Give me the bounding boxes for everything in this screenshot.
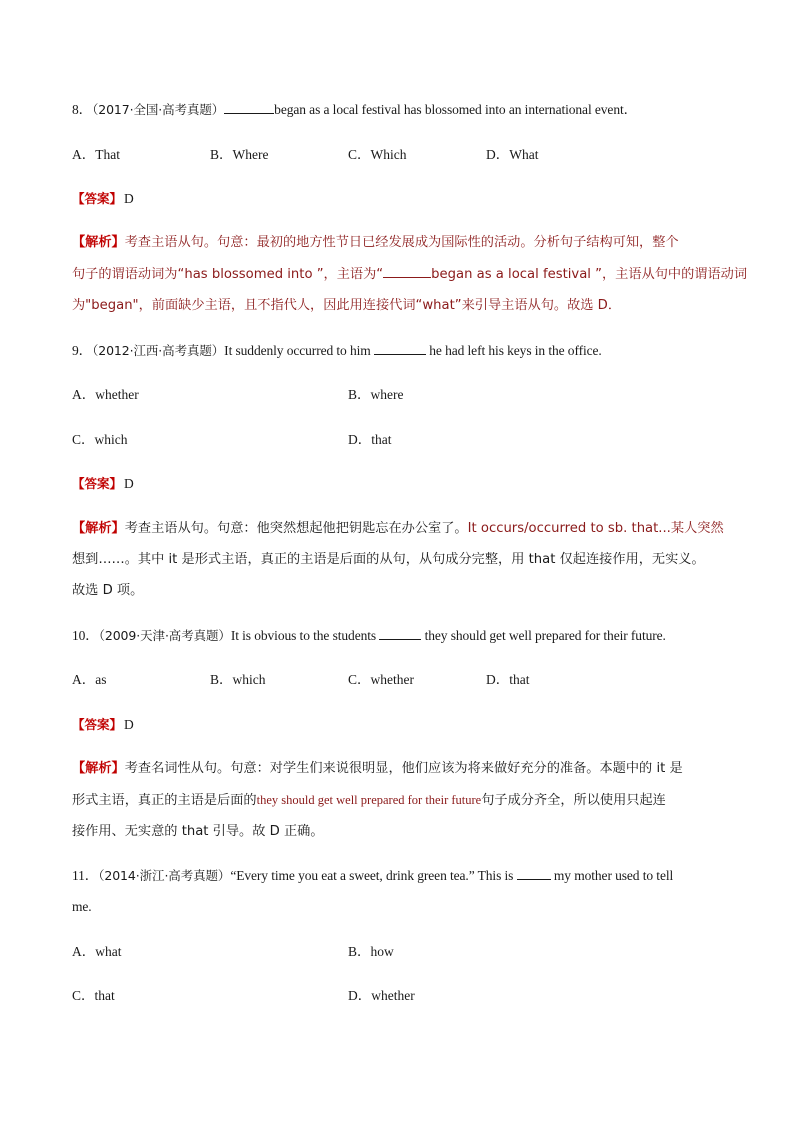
question-text: he had left his keys in the office. [429,343,602,358]
explanation-9-line-3 [72,581,728,601]
question-source: （2009·天津·高考真题） [98,628,231,643]
explanation-text: they should get well prepared for their future [256,793,482,807]
answer-blank [379,626,421,640]
explanation-text: It occurs/occurred to sb. that...某人突然 [467,521,724,536]
question-8 [72,100,728,120]
answer-label: 【答案】 [72,476,123,491]
explanation-text: 想到……。其中 it 是形式主语，真正的主语是后面的从句，从句成分完整，用 that 仅起连接作用，无实义。 [72,552,705,567]
explanation-9-line-1 [72,519,728,539]
answer-blank [383,264,431,278]
option-d: D．that [486,672,530,687]
answer-label: 【答案】 [72,717,123,732]
option-a: A．That [72,147,120,162]
question-source: （2014·浙江·高考真题） [98,868,231,883]
question-text: my mother used to tell [553,868,674,883]
option-d: D．whether [348,988,415,1003]
option-c: C．Which [348,147,407,162]
question-10 [72,626,728,646]
option-b: B．where [348,387,404,402]
question-text: me. [72,899,92,914]
question-11-continued [72,897,728,917]
explanation-10-line-1 [72,759,728,779]
question-text: It suddenly occurred to him [224,343,371,358]
option-b: B．which [210,672,266,687]
question-text: “Every time you eat a sweet, drink green tea.” This is [230,868,514,883]
question-text: began as a local festival has blossomed into an international event． [274,102,638,117]
question-11 [72,866,728,886]
explanation-10-line-2 [72,790,728,811]
explanation-label: 【解析】 [72,235,125,250]
answer-value: D [124,717,134,732]
explanation-8-line-1 [72,233,728,253]
answer-value: D [124,476,134,491]
explanation-8-line-3 [72,296,728,316]
option-a: A．as [72,672,107,687]
explanation-text: 为"began"，前面缺少主语，且不指代人，因此用连接代词“what”来引导主语从句。故选 D． [72,298,622,313]
question-number: 9． [72,343,93,358]
option-d: D．What [486,147,539,162]
answer-9 [72,474,728,494]
option-b: B．Where [210,147,269,162]
explanation-text: began as a local festival ”，主语从句中的谓语动词 [431,267,748,282]
option-d: D．that [348,432,392,447]
explanation-8-line-2 [72,264,748,285]
explanation-text: 考查名词性从句。句意：对学生们来说很明显，他们应该为将来做好充分的准备。本题中的 it 是 [124,761,683,776]
explanation-text: 形式主语，真正的主语是后面的 [72,793,257,808]
answer-blank [224,100,274,114]
question-number: 8． [72,102,93,117]
answer-blank [517,866,551,880]
question-source: （2017·全国·高考真题） [92,102,225,117]
answer-value: D [124,191,134,206]
answer-blank [374,341,426,355]
explanation-text: 接作用、无实意的 that 引导。故 D 正确。 [72,824,324,839]
answer-10 [72,715,728,735]
explanation-10-line-3 [72,822,728,842]
question-number: 10． [72,628,99,643]
option-c: C．that [72,988,115,1003]
explanation-text: 句子成分齐全，所以使用只起连 [481,793,666,808]
option-b: B．how [348,944,394,959]
answer-label: 【答案】 [72,191,123,206]
explanation-label: 【解析】 [72,761,125,776]
question-number: 11． [72,868,99,883]
explanation-text: 句子的谓语动词为“has blossomed into ”，主语为“ [72,267,384,282]
explanation-9-line-2 [72,550,728,570]
option-c: C．whether [348,672,414,687]
question-text: It is obvious to the students [230,628,377,643]
option-c: C．which [72,432,128,447]
explanation-text: 考查主语从句。句意：他突然想起他把钥匙忘在办公室了。 [124,521,468,536]
answer-8 [72,189,728,209]
explanation-text: 考查主语从句。句意：最初的地方性节日已经发展成为国际性的活动。分析句子结构可知，整个 [124,235,679,250]
option-a: A．what [72,944,122,959]
option-a: A．whether [72,387,139,402]
question-text: they should get well prepared for their future. [424,628,666,643]
explanation-label: 【解析】 [72,521,125,536]
question-source: （2012·江西·高考真题） [92,343,225,358]
question-9 [72,341,728,361]
explanation-text: 故选 D 项。 [72,583,144,598]
